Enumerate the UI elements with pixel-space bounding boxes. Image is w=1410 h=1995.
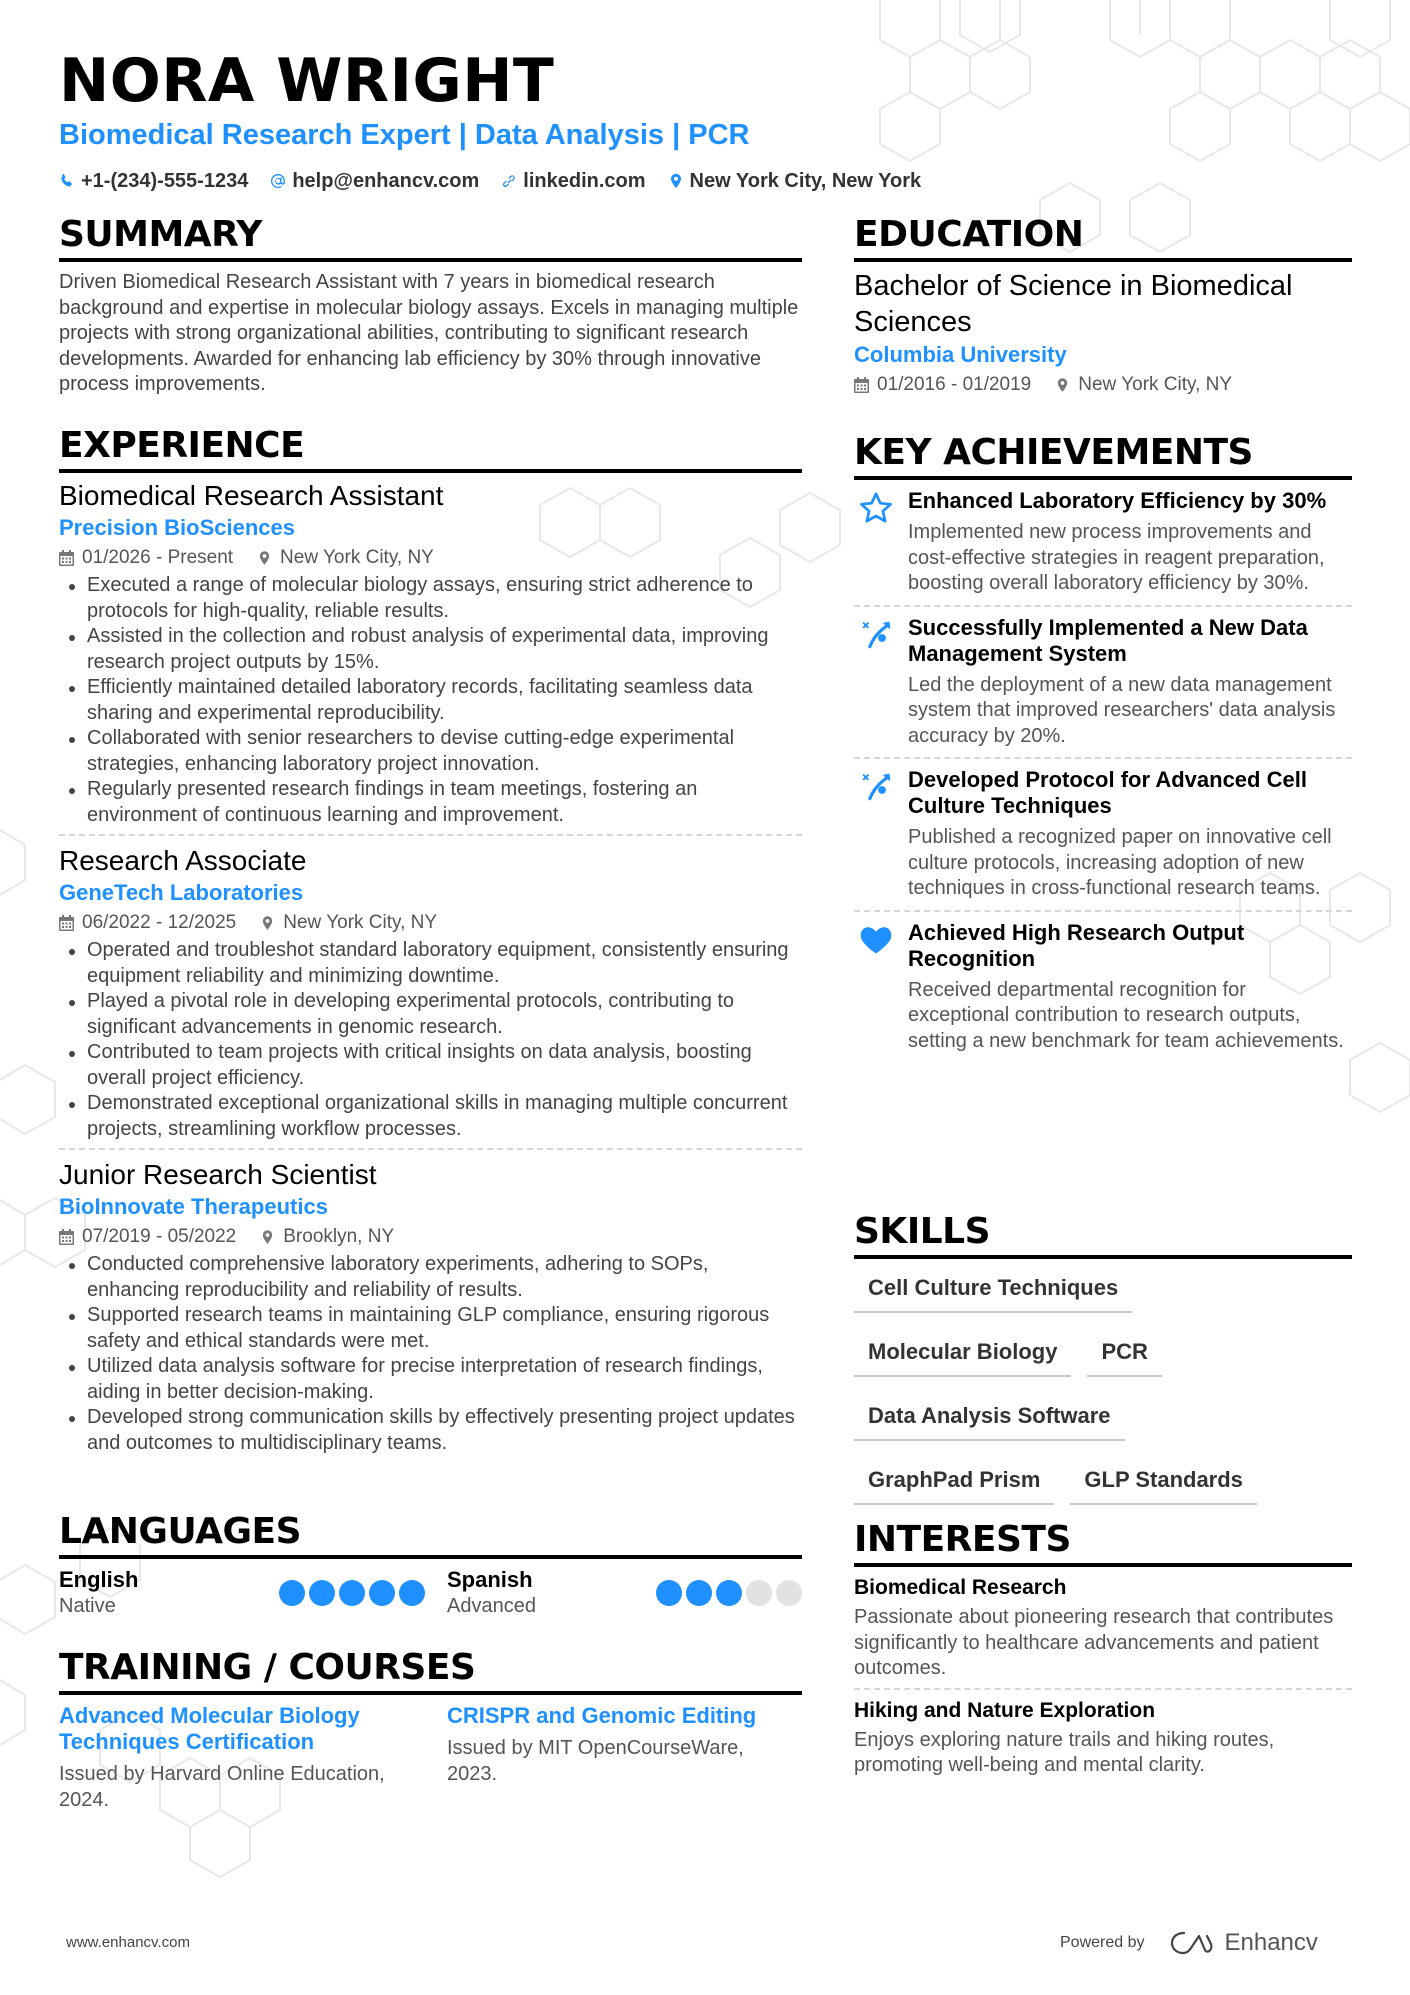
language-item bbox=[447, 1567, 802, 1619]
calendar-icon bbox=[854, 377, 869, 393]
company-name: Precision BioSciences bbox=[59, 515, 295, 540]
contact-phone-text: +1-(234)-555-1234 bbox=[81, 170, 249, 192]
skills-heading: SKILLS bbox=[854, 1211, 991, 1252]
location-pin-icon bbox=[257, 550, 272, 566]
course-item bbox=[447, 1703, 802, 1813]
company-name: BioInnovate Therapeutics bbox=[59, 1194, 328, 1219]
section-divider bbox=[854, 1563, 1352, 1567]
achievement-item bbox=[854, 912, 1352, 1063]
contact-email-text: help@enhancv.com bbox=[292, 170, 480, 192]
dot-filled bbox=[309, 1580, 335, 1606]
job-meta bbox=[59, 545, 802, 571]
company-name: GeneTech Laboratories bbox=[59, 880, 304, 905]
training-section bbox=[59, 1647, 802, 1813]
calendar-icon bbox=[59, 1229, 74, 1245]
dot-filled bbox=[716, 1580, 742, 1606]
section-divider bbox=[59, 469, 802, 473]
course-title: CRISPR and Genomic Editing bbox=[447, 1703, 757, 1728]
course-desc: Issued by MIT OpenCourseWare, 2023. bbox=[447, 1737, 744, 1785]
experience-heading: EXPERIENCE bbox=[59, 425, 305, 466]
bullet-item: Regularly presented research findings in team meetings, fostering an environment of continuous learning and improvement. bbox=[59, 777, 802, 828]
at-icon bbox=[270, 173, 286, 189]
bullet-item: Conducted comprehensive laboratory experiments, adhering to SOPs, enhancing reproducibility and reliability of results. bbox=[59, 1252, 802, 1303]
language-name: Spanish bbox=[447, 1567, 533, 1592]
job-bullets bbox=[59, 1252, 802, 1456]
course-item bbox=[59, 1703, 447, 1813]
bullet-item: Operated and troubleshot standard laboratory equipment, consistently ensuring equipment reliability and minimizing downtime. bbox=[59, 938, 802, 989]
link-icon bbox=[501, 173, 517, 189]
experience-section bbox=[59, 425, 802, 1456]
job-title: Biomedical Research Assistant bbox=[59, 480, 444, 511]
contact-linkedin[interactable] bbox=[501, 168, 645, 194]
course-title: Advanced Molecular Biology Techniques Certification bbox=[59, 1703, 360, 1754]
achievement-item bbox=[854, 607, 1352, 758]
contact-email[interactable] bbox=[270, 168, 479, 194]
skill-list bbox=[854, 1269, 1274, 1505]
language-name: English bbox=[59, 1567, 139, 1592]
course-desc: Issued by Harvard Online Education, 2024. bbox=[59, 1763, 385, 1811]
calendar-icon bbox=[59, 915, 74, 931]
footer-branding[interactable] bbox=[1060, 1928, 1318, 1958]
summary-text: Driven Biomedical Research Assistant with 7 years in biomedical research background and expertise in molecular biology assays. Excels in managing multiple projects with strong organizational abilities, contributing to significant research developments. Awarded for enhancing lab efficiency by 30% through innovative process improvements. bbox=[59, 271, 799, 395]
education-meta bbox=[854, 372, 1352, 398]
contact-location-text: New York City, New York bbox=[689, 170, 922, 192]
job-bullets bbox=[59, 573, 802, 828]
skill-tag: Data Analysis Software bbox=[854, 1397, 1125, 1441]
achievements-section bbox=[854, 432, 1352, 1062]
bullet-item: Efficiently maintained detailed laboratory records, facilitating seamless data sharing and experimental reproducibility. bbox=[59, 675, 802, 726]
bullet-item: Assisted in the collection and robust analysis of experimental data, improving research project outputs by 15%. bbox=[59, 624, 802, 675]
interest-item bbox=[854, 1698, 1352, 1779]
skill-tag: PCR bbox=[1087, 1333, 1161, 1377]
skill-tag: Cell Culture Techniques bbox=[854, 1269, 1132, 1313]
job-location: New York City, NY bbox=[283, 912, 438, 933]
bullet-item: Contributed to team projects with critical insights on data analysis, boosting overall project efficiency. bbox=[59, 1040, 802, 1091]
achievement-desc: Received departmental recognition for exceptional contribution to research outputs, setting a new benchmark for team achievements. bbox=[908, 978, 1344, 1052]
achievement-title: Successfully Implemented a New Data Management System bbox=[908, 614, 1308, 666]
job-meta bbox=[59, 1224, 802, 1250]
skill-tag: GraphPad Prism bbox=[854, 1461, 1054, 1505]
interest-divider bbox=[854, 1688, 1352, 1690]
dot-empty bbox=[746, 1580, 772, 1606]
dot-filled bbox=[686, 1580, 712, 1606]
skill-tag: GLP Standards bbox=[1070, 1461, 1257, 1505]
bullet-item: Utilized data analysis software for precise interpretation of research findings, aiding in better decision-making. bbox=[59, 1354, 802, 1405]
section-divider bbox=[854, 1255, 1352, 1259]
candidate-name: NORA WRIGHT bbox=[59, 46, 555, 116]
interests-heading: INTERESTS bbox=[854, 1519, 1071, 1560]
bullet-item: Played a pivotal role in developing experimental protocols, contributing to significant advancements in genomic research. bbox=[59, 989, 802, 1040]
job-dates: 01/2026 - Present bbox=[82, 547, 234, 568]
job-title: Junior Research Scientist bbox=[59, 1159, 377, 1190]
education-location: New York City, NY bbox=[1078, 374, 1233, 395]
headline: Biomedical Research Expert | Data Analysis | PCR bbox=[59, 119, 750, 151]
interest-item bbox=[854, 1575, 1352, 1682]
dot-filled bbox=[279, 1580, 305, 1606]
language-level: Native bbox=[59, 1595, 116, 1617]
achievement-desc: Published a recognized paper on innovative cell culture protocols, increasing adoption of new techniques in cross-functional research teams. bbox=[908, 826, 1332, 899]
dot-filled bbox=[369, 1580, 395, 1606]
achievement-title: Achieved High Research Output Recognition bbox=[908, 919, 1245, 971]
calendar-icon bbox=[59, 550, 74, 566]
enhancv-logo bbox=[1169, 1928, 1318, 1958]
enhancv-logo-icon bbox=[1169, 1928, 1215, 1958]
bullet-item: Collaborated with senior researchers to devise cutting-edge experimental strategies, enhancing laboratory project innovation. bbox=[59, 726, 802, 777]
phone-icon bbox=[59, 173, 75, 189]
contact-location bbox=[668, 168, 922, 194]
languages-heading: LANGUAGES bbox=[59, 1511, 302, 1552]
school-name: Columbia University bbox=[854, 342, 1067, 367]
achievements-heading: KEY ACHIEVEMENTS bbox=[854, 432, 1253, 473]
interest-title: Hiking and Nature Exploration bbox=[854, 1698, 1156, 1722]
achievement-desc: Implemented new process improvements and cost-effective strategies in reagent preparation, boosting overall laboratory efficiency by 30%. bbox=[908, 521, 1325, 594]
interests-section bbox=[854, 1519, 1352, 1779]
language-item bbox=[59, 1567, 447, 1619]
section-divider bbox=[59, 1691, 802, 1695]
dot-empty bbox=[776, 1580, 802, 1606]
proficiency-dots bbox=[656, 1580, 802, 1606]
job-location: New York City, NY bbox=[280, 547, 434, 568]
skills-section bbox=[854, 1211, 1352, 1505]
bullet-item: Supported research teams in maintaining GLP compliance, ensuring rigorous safety and ethical standards were met. bbox=[59, 1303, 802, 1354]
bullet-item: Developed strong communication skills by effectively presenting project updates and outcomes to multidisciplinary teams. bbox=[59, 1405, 802, 1456]
summary-section bbox=[59, 214, 802, 398]
dot-filled bbox=[399, 1580, 425, 1606]
job-entry bbox=[59, 479, 802, 828]
section-divider bbox=[59, 1555, 802, 1559]
contact-linkedin-text: linkedin.com bbox=[523, 170, 646, 192]
job-bullets bbox=[59, 938, 802, 1142]
job-location: Brooklyn, NY bbox=[283, 1226, 395, 1247]
achievement-title: Developed Protocol for Advanced Cell Culture Techniques bbox=[908, 767, 1307, 818]
heart-icon bbox=[858, 922, 894, 958]
course-list bbox=[59, 1703, 802, 1813]
bullet-item: Executed a range of molecular biology assays, ensuring strict adherence to protocols for high-quality, reliable results. bbox=[59, 573, 802, 624]
achievement-item bbox=[854, 759, 1352, 910]
education-dates: 01/2016 - 01/2019 bbox=[877, 374, 1032, 395]
bullet-item: Demonstrated exceptional organizational skills in managing multiple concurrent projects, streamlining workflow processes. bbox=[59, 1091, 802, 1142]
achievement-item bbox=[854, 480, 1352, 605]
location-pin-icon bbox=[260, 915, 275, 931]
interest-title: Biomedical Research bbox=[854, 1576, 1067, 1599]
dot-filled bbox=[339, 1580, 365, 1606]
job-meta bbox=[59, 910, 802, 936]
star-icon bbox=[858, 490, 894, 526]
interest-desc: Passionate about pioneering research that contributes significantly to healthcare advancements and patient outcomes. bbox=[854, 1606, 1334, 1679]
location-pin-icon bbox=[260, 1229, 275, 1245]
brand-name: Enhancv bbox=[1224, 1929, 1318, 1956]
interest-desc: Enjoys exploring nature trails and hiking routes, promoting well-being and mental clarity. bbox=[854, 1728, 1275, 1776]
contact-row bbox=[59, 168, 921, 194]
education-section bbox=[854, 214, 1352, 398]
job-entry bbox=[59, 844, 802, 1142]
location-pin-icon bbox=[1055, 377, 1070, 393]
strategy-icon bbox=[858, 617, 894, 653]
section-divider bbox=[854, 258, 1352, 262]
contact-phone[interactable] bbox=[59, 168, 248, 194]
section-divider bbox=[59, 258, 802, 262]
job-dates: 07/2019 - 05/2022 bbox=[82, 1226, 237, 1247]
proficiency-dots bbox=[279, 1580, 425, 1606]
achievement-title: Enhanced Laboratory Efficiency by 30% bbox=[908, 488, 1327, 513]
job-divider bbox=[59, 834, 802, 836]
summary-heading: SUMMARY bbox=[59, 214, 262, 255]
location-pin-icon bbox=[668, 173, 684, 189]
dot-filled bbox=[656, 1580, 682, 1606]
strategy-icon bbox=[858, 769, 894, 805]
job-entry bbox=[59, 1158, 802, 1456]
achievement-desc: Led the deployment of a new data management system that improved researchers' data analysis accuracy by 20%. bbox=[908, 673, 1336, 747]
language-list bbox=[59, 1567, 802, 1619]
job-title: Research Associate bbox=[59, 845, 307, 876]
languages-section bbox=[59, 1511, 802, 1619]
job-dates: 06/2022 - 12/2025 bbox=[82, 912, 237, 933]
job-divider bbox=[59, 1148, 802, 1150]
skill-tag: Molecular Biology bbox=[854, 1333, 1071, 1377]
powered-by-label: Powered by bbox=[1060, 1934, 1145, 1951]
footer-website-link[interactable]: www.enhancv.com bbox=[66, 1934, 190, 1951]
education-heading: EDUCATION bbox=[854, 214, 1084, 255]
language-level: Advanced bbox=[447, 1595, 536, 1617]
degree: Bachelor of Science in Biomedical Sciences bbox=[854, 270, 1293, 338]
training-heading: TRAINING / COURSES bbox=[59, 1647, 476, 1688]
